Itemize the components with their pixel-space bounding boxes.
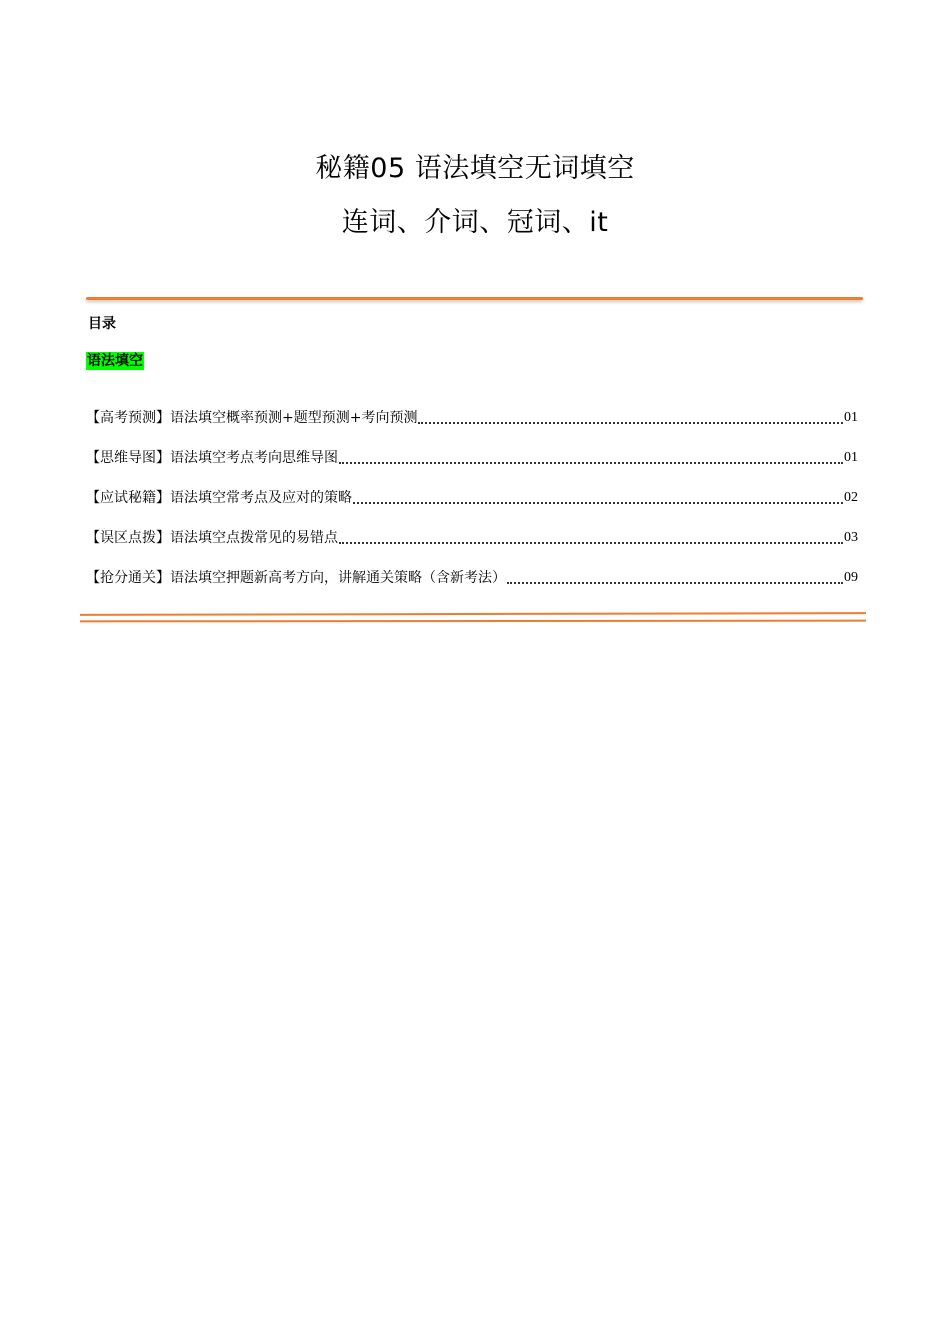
toc-entry-page: 01 bbox=[844, 410, 858, 425]
toc-entry-page: 01 bbox=[844, 450, 858, 465]
toc-entry[interactable] bbox=[86, 509, 858, 549]
toc-entry[interactable] bbox=[86, 389, 858, 429]
toc-entry-text: 语法填空押题新高考方向，讲解通关策略（含新考法） bbox=[170, 570, 506, 586]
toc-entry-tag: 【高考预测】 bbox=[86, 410, 170, 426]
toc-entry-text: 语法填空常考点及应对的策略 bbox=[170, 490, 352, 506]
toc-entry[interactable] bbox=[86, 469, 858, 509]
toc-list bbox=[86, 389, 858, 589]
top-divider bbox=[86, 297, 863, 300]
section-label-highlighted: 语法填空 bbox=[87, 353, 143, 369]
toc-entry-text: 语法填空点拨常见的易错点 bbox=[170, 530, 338, 546]
toc-entry[interactable] bbox=[86, 429, 858, 469]
toc-entry-title bbox=[86, 527, 338, 549]
dot-leader bbox=[418, 422, 843, 424]
toc-heading: 目录 bbox=[88, 316, 116, 332]
toc-entry-title bbox=[86, 567, 506, 589]
toc-entry-title bbox=[86, 487, 352, 509]
toc-entry-page: 02 bbox=[844, 490, 858, 505]
bottom-divider-lower bbox=[80, 620, 866, 622]
dot-leader bbox=[507, 582, 843, 584]
bottom-divider-upper bbox=[80, 612, 866, 615]
title-block bbox=[0, 148, 950, 256]
toc-entry-text: 语法填空概率预测+题型预测+考向预测 bbox=[170, 410, 418, 426]
toc-entry-tag: 【应试秘籍】 bbox=[86, 490, 170, 506]
toc-entry-page: 09 bbox=[844, 570, 858, 585]
dot-leader bbox=[339, 462, 843, 464]
toc-entry-tag: 【思维导图】 bbox=[86, 450, 170, 466]
toc-entry-title bbox=[86, 407, 417, 429]
toc-entry-text: 语法填空考点考向思维导图 bbox=[170, 450, 338, 466]
page-title: 秘籍05 语法填空无词填空 bbox=[315, 153, 635, 184]
dot-leader bbox=[353, 502, 843, 504]
toc-entry[interactable] bbox=[86, 549, 858, 589]
toc-entry-tag: 【误区点拨】 bbox=[86, 530, 170, 546]
toc-entry-page: 03 bbox=[844, 530, 858, 545]
toc-entry-tag: 【抢分通关】 bbox=[86, 570, 170, 586]
dot-leader bbox=[339, 542, 843, 544]
page-subtitle: 连词、介词、冠词、it bbox=[341, 207, 609, 238]
toc-entry-title bbox=[86, 447, 338, 469]
